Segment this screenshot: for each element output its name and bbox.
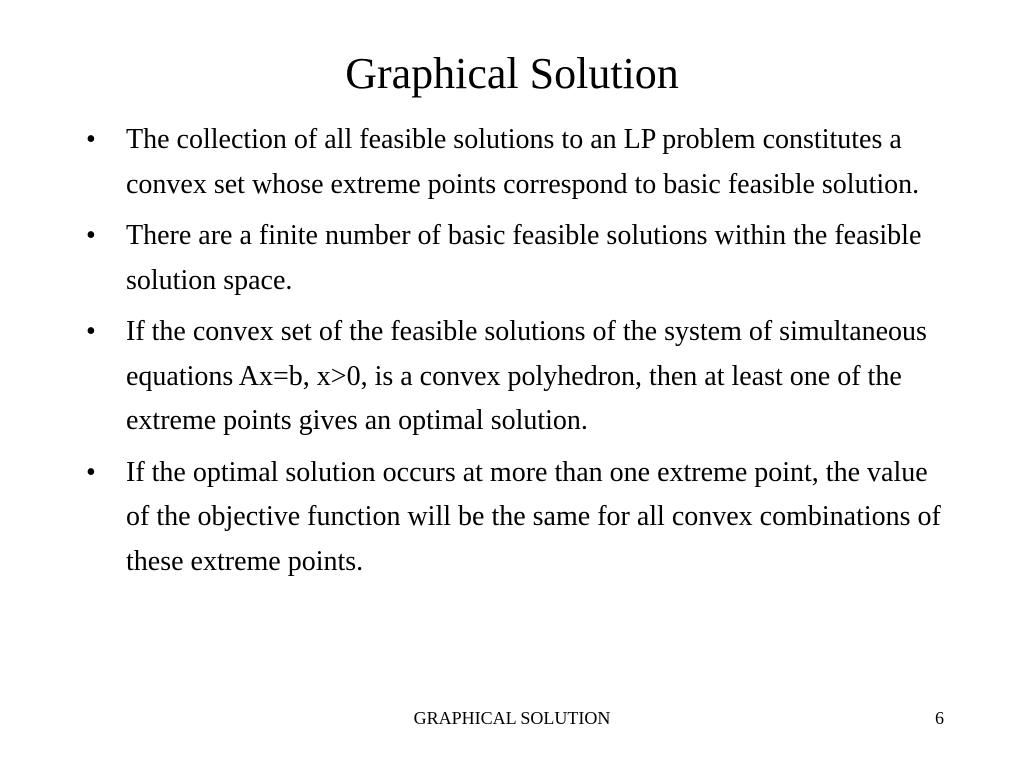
bullet-text: The collection of all feasible solutions to an LP problem constitutes a convex set whose extreme points correspond to basic feasible solution.: [126, 124, 920, 200]
bullet-item: [86, 451, 956, 585]
slide-title: Graphical Solution: [345, 49, 679, 98]
bullet-item: [86, 310, 956, 444]
bullet-item: [86, 118, 956, 207]
bullet-item: [86, 214, 956, 303]
bullet-text: If the optimal solution occurs at more than one extreme point, the value of the objective function will be the same for all convex combinations of these extreme points.: [126, 456, 941, 577]
bullet-text: If the convex set of the feasible solutions of the system of simultaneous equations Ax=b, x>0, is a convex polyhedron, then at least one of the extreme points gives an optimal solution.: [126, 316, 927, 436]
bullet-text: There are a finite number of basic feasible solutions within the feasible solution space.: [126, 220, 922, 296]
bullet-symbol: •: [86, 220, 96, 251]
page-number: 6: [935, 708, 944, 728]
bullet-list: [86, 118, 956, 591]
bullet-symbol: •: [86, 456, 96, 488]
bullet-symbol: •: [86, 316, 96, 347]
footer-title: GRAPHICAL SOLUTION: [413, 708, 611, 728]
bullet-symbol: •: [86, 124, 96, 155]
